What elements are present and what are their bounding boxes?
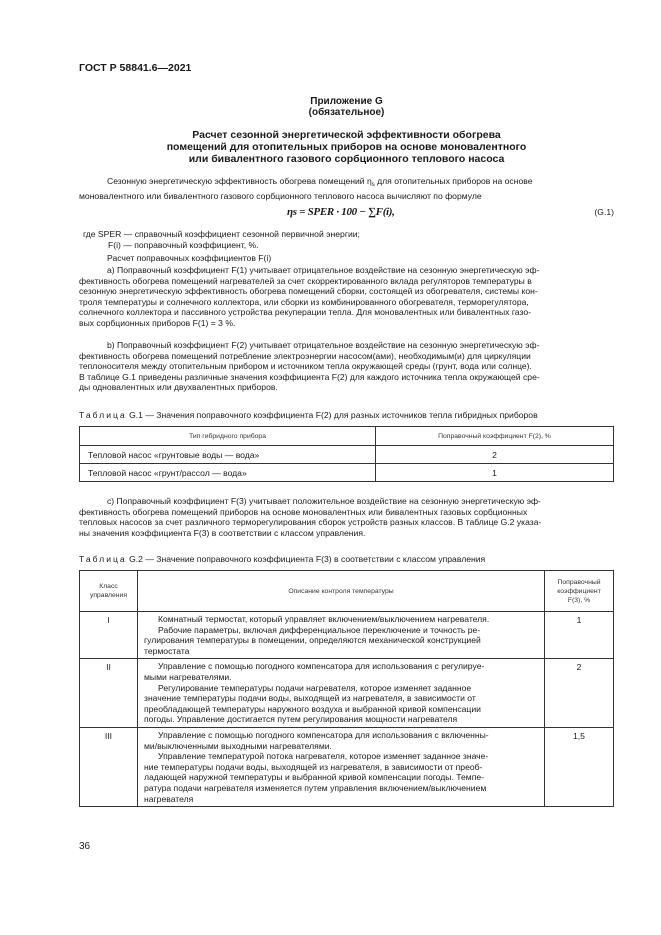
- section-title-line: помещений для отопительных приборов на основе моновалентного: [166, 141, 527, 153]
- table-cell: 1,5: [545, 727, 614, 806]
- table-header-row: [80, 427, 614, 446]
- table-cell: Комнатный термостат, который управляет включением/выключением нагревателя. Рабочие параметры, включая дифференциальное переключение и точность ре- гулирования температуры в помещении, определяются механической конструкцией термостата: [138, 612, 545, 659]
- table-g1-caption: Таблица G.1 — Значения поправочного коэффициента F(2) для разных источников тепла гибридных приборов: [79, 410, 538, 420]
- paragraph-line: фективность обогрева помещений потребление электроэнергии насосом(ами), необходимым(и) для циркуляции: [79, 350, 531, 361]
- table-cell: Управление с помощью погодного компенсатора для использования с включенны- ми/выключенными выходными нагревателями. Управление температурой потока нагревателя, которое изменяет заданное значе- ние температуры подачи воды, выходящей из нагревателя, в зависимости от преоб- ладающей наружной температуры и выбранной кривой компенсации погоды. Темпе- ратура подачи нагревателя изменяется путем управления включением/выключением нагревателя: [138, 727, 545, 806]
- table-row: [80, 727, 614, 806]
- intro-paragraph: [79, 176, 614, 201]
- paragraph-line: a) Поправочный коэффициент F(1) учитывает отрицательное воздействие на сезонную энергетическую эф-: [107, 265, 540, 275]
- paragraph-b: [79, 340, 614, 393]
- paragraph-line: солнечного коллектора и пассивного устройства рекуперации тепла. Для моновалентных или бивалентных газо-: [79, 307, 531, 318]
- paragraph-line: фективность обогрева помещений нагревателей за счет скорректированного вклада регуляторов температуры в: [79, 275, 532, 286]
- paragraph-line: сезонную энергетическую эффективность обогрева помещений сборки, состоящей из обогревателя, системы кон-: [79, 286, 538, 297]
- table-header-cell: Поправочный коэффициент F(2), %: [376, 427, 614, 446]
- where-line-sper: где SPER — справочный коэффициент сезонной первичной энергии;: [83, 229, 360, 239]
- document-header: ГОСТ Р 58841.6—2021: [79, 62, 192, 74]
- calc-label: Расчет поправочных коэффициентов F(i): [107, 253, 272, 263]
- paragraph-c: [79, 496, 614, 538]
- table-cell: II: [80, 659, 138, 728]
- section-title-line: Расчет сезонной энергетической эффективности обогрева: [192, 129, 501, 141]
- paragraph-line: В таблице G.1 приведены различные значения коэффициента F(2) для каждого источника тепла окружающей сре-: [79, 371, 540, 382]
- paragraph-line: теплоносителя между отопительным прибором и источником тепла окружающей среды (грунт, вода или солнце).: [79, 361, 532, 372]
- table-cell: Тепловой насос «грунтовые воды — вода»: [80, 446, 376, 464]
- table-cell: Тепловой насос «грунт/рассол — вода»: [80, 464, 376, 482]
- table-header-row: [80, 571, 614, 612]
- table-cell: III: [80, 727, 138, 806]
- paragraph-line: моновалентного или бивалентного газового сорбционного теплового насоса вычисляют по формуле: [79, 190, 482, 201]
- table-cell: I: [80, 612, 138, 659]
- paragraph-line: тепловых насосов за счет различного терморегулирования сборок устройств разных классов. В таблице G.2 указа-: [79, 517, 542, 528]
- section-title: [79, 129, 614, 165]
- section-title-line: или бивалентного газового сорбционного теплового насоса: [188, 153, 505, 165]
- table-header-cell: Описание контроля температуры: [138, 571, 545, 612]
- table-cell: 2: [376, 446, 614, 464]
- paragraph-line: троля температуры и солнечного коллектора, или сборки из комбинированного обогревателя, терморегулятора,: [79, 296, 529, 307]
- table-g2-caption: Таблица G.2 — Значение поправочного коэффициента F(3) в соответствии с классом управления: [79, 554, 486, 564]
- table-cell: 1: [545, 612, 614, 659]
- paragraph-a: [79, 265, 614, 329]
- table-row: [80, 446, 614, 464]
- where-line-fi: F(i) — поправочный коэффициент, %.: [108, 240, 259, 250]
- formula-number: (G.1): [594, 207, 614, 217]
- paragraph-line: вых сорбционных приборов F(1) = 3 %.: [79, 317, 236, 328]
- paragraph-line: ды одновалентных или двухвалентных приборов.: [79, 382, 278, 393]
- table-header-cell: Класс управления: [80, 571, 138, 612]
- table-g1: [79, 426, 614, 482]
- table-row: [80, 464, 614, 482]
- table-header-cell: Тип гибридного прибора: [80, 427, 376, 446]
- formula-expression: ηs = SPER · 100 − ∑F(i),: [287, 206, 395, 218]
- table-row: [80, 612, 614, 659]
- paragraph-line: c) Поправочный коэффициент F(3) учитывает положительное воздействие на сезонную энергетическую эф-: [107, 496, 541, 506]
- annex-status: (обязательное): [308, 107, 385, 118]
- annex-title: Приложение G: [310, 96, 383, 107]
- table-cell: Управление с помощью погодного компенсатора для использования с регулируе- мыми нагревателями. Регулирование температуры подачи нагревателя, которое изменяет заданное значение температуры подачи воды, выходящей из нагревателя, в зависимости от преобладающей температуры наружного воздуха и выбранной кривой компенсации погоды. Управление достигается путем регулирования мощности нагревателя: [138, 659, 545, 728]
- table-row: [80, 659, 614, 728]
- table-cell: 1: [376, 464, 614, 482]
- paragraph-line: фективность обогрева помещений приборов на основе моновалентных или бивалентных газовых сорбционных: [79, 506, 528, 517]
- table-cell: 2: [545, 659, 614, 728]
- paragraph-line: b) Поправочный коэффициент F(2) учитывает отрицательное воздействие на сезонную энергетическую эф-: [107, 340, 540, 350]
- paragraph-line: Сезонную энергетическую эффективность обогрева помещений $\eta_s$ для отопительных приборов на основе: [107, 176, 533, 188]
- table-g2: [79, 570, 614, 807]
- formula-g1: [79, 206, 614, 220]
- page-number: 36: [79, 841, 91, 852]
- table-header-cell: Поправочный коэффициент F(3), %: [545, 571, 614, 612]
- paragraph-line: ны значения коэффициента F(3) в соответствии с классом управления.: [79, 527, 366, 538]
